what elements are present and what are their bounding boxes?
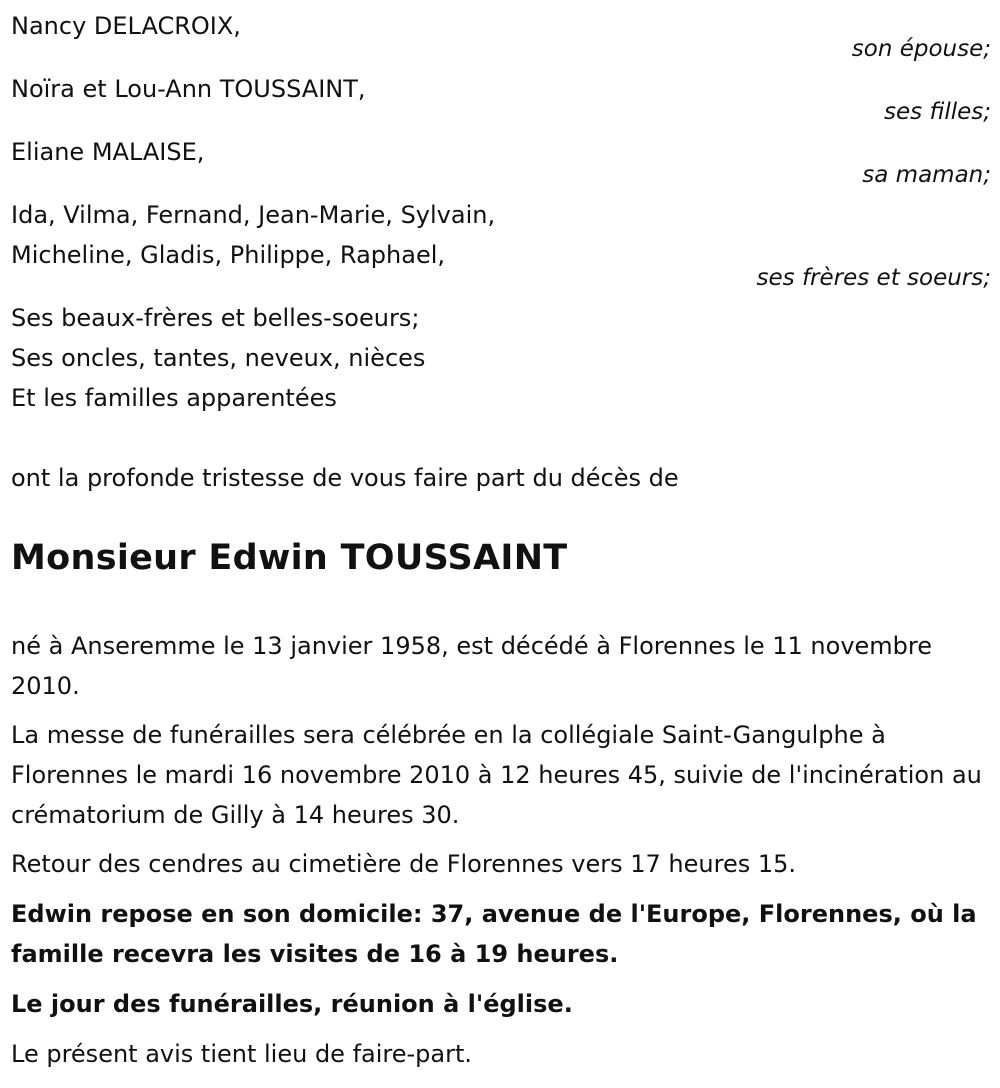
family-mother-role: sa maman;: [862, 162, 991, 188]
birth-paragraph: né à Anseremme le 13 janvier 1958, est décédé à Florennes le 11 novembre 2010.: [11, 632, 933, 700]
family-mother-name: Eliane MALAISE,: [11, 138, 205, 166]
family-siblings-line-2: Micheline, Gladis, Philippe, Raphael,: [11, 241, 446, 269]
others-line-2: Ses oncles, tantes, neveux, nièces: [11, 344, 426, 372]
mass-paragraph: La messe de funérailles sera célébrée en la collégiale Saint-Gangulphe à Florennes le mardi 16 novembre 2010 à 12 heures 45, suivie de l'incinération au crématorium de Gilly à 14 heures 30.: [11, 721, 982, 829]
repose-paragraph: Edwin repose en son domicile: 37, avenue de l'Europe, Florennes, où la famille recevra les visites de 16 à 19 heures.: [11, 900, 977, 968]
deceased-name: Monsieur Edwin TOUSSAINT: [11, 538, 568, 578]
family-spouse-role: son épouse;: [851, 36, 991, 62]
ashes-paragraph: Retour des cendres au cimetière de Florennes vers 17 heures 15.: [11, 850, 797, 878]
others-line-3: Et les familles apparentées: [11, 384, 337, 412]
family-siblings-line-1: Ida, Vilma, Fernand, Jean-Marie, Sylvain,: [11, 201, 496, 229]
intro-text: ont la profonde tristesse de vous faire part du décès de: [11, 464, 679, 492]
family-spouse-name: Nancy DELACROIX,: [11, 12, 241, 40]
notice-paragraph: Le présent avis tient lieu de faire-part.: [11, 1040, 473, 1068]
others-line-1: Ses beaux-frères et belles-soeurs;: [11, 304, 420, 332]
church-paragraph: Le jour des funérailles, réunion à l'église.: [11, 990, 573, 1018]
family-daughters-name: Noïra et Lou-Ann TOUSSAINT,: [11, 75, 366, 103]
family-siblings-role: ses frères et soeurs;: [756, 265, 991, 291]
family-daughters-role: ses filles;: [884, 99, 991, 125]
